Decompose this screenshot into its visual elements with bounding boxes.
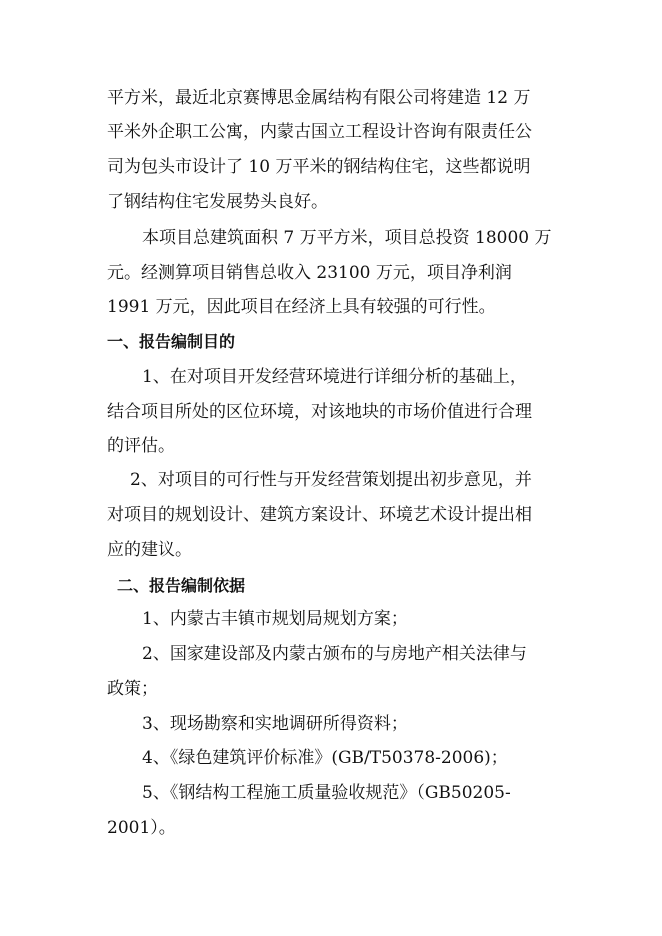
section-2-item-2-line-1: 2、国家建设部及内蒙古颁布的与房地产相关法律与 bbox=[142, 644, 527, 664]
paragraph-2-line-3: 1991 万元，因此项目在经济上具有较强的可行性。 bbox=[107, 297, 496, 317]
paragraph-2-line-1: 本项目总建筑面积 7 万平方米，项目总投资 18000 万 bbox=[142, 228, 552, 248]
paragraph-1-line-1: 平方米，最近北京赛博思金属结构有限公司将建造 12 万 bbox=[107, 88, 531, 108]
section-1-item-2-line-3: 应的建议。 bbox=[107, 540, 192, 560]
section-2-heading: 二、报告编制依据 bbox=[117, 576, 246, 595]
paragraph-1-line-3: 司为包头市设计了 10 万平米的钢结构住宅，这些都说明 bbox=[107, 157, 531, 177]
paragraph-1-line-2: 平米外企职工公寓，内蒙古国立工程设计咨询有限责任公 bbox=[107, 122, 532, 142]
section-1-item-2-line-1: 2、对项目的可行性与开发经营策划提出初步意见，并 bbox=[130, 470, 532, 490]
section-1-item-2-line-2: 对项目的规划设计、建筑方案设计、环境艺术设计提出相 bbox=[107, 505, 532, 525]
section-2-item-2-line-2: 政策； bbox=[107, 679, 158, 699]
section-2-item-5-line-1: 5、《钢结构工程施工质量验收规范》（GB50205- bbox=[142, 783, 511, 803]
section-2-item-4: 4、《绿色建筑评价标准》(GB/T50378-2006)； bbox=[142, 748, 508, 768]
section-2-item-1: 1、内蒙古丰镇市规划局规划方案； bbox=[142, 609, 408, 629]
section-1-item-1-line-2: 结合项目所处的区位环境，对该地块的市场价值进行合理 bbox=[107, 402, 532, 422]
paragraph-1-line-4: 了钢结构住宅发展势头良好。 bbox=[107, 192, 328, 212]
section-2-item-3: 3、现场勘察和实地调研所得资料； bbox=[142, 714, 408, 734]
section-1-heading: 一、报告编制目的 bbox=[107, 332, 236, 351]
section-2-item-5-line-2: 2001）。 bbox=[107, 818, 176, 838]
section-1-item-1-line-1: 1、在对项目开发经营环境进行详细分析的基础上， bbox=[142, 367, 527, 387]
paragraph-2-line-2: 元。经测算项目销售总收入 23100 万元，项目净利润 bbox=[107, 263, 512, 283]
section-1-item-1-line-3: 的评估。 bbox=[107, 436, 175, 456]
